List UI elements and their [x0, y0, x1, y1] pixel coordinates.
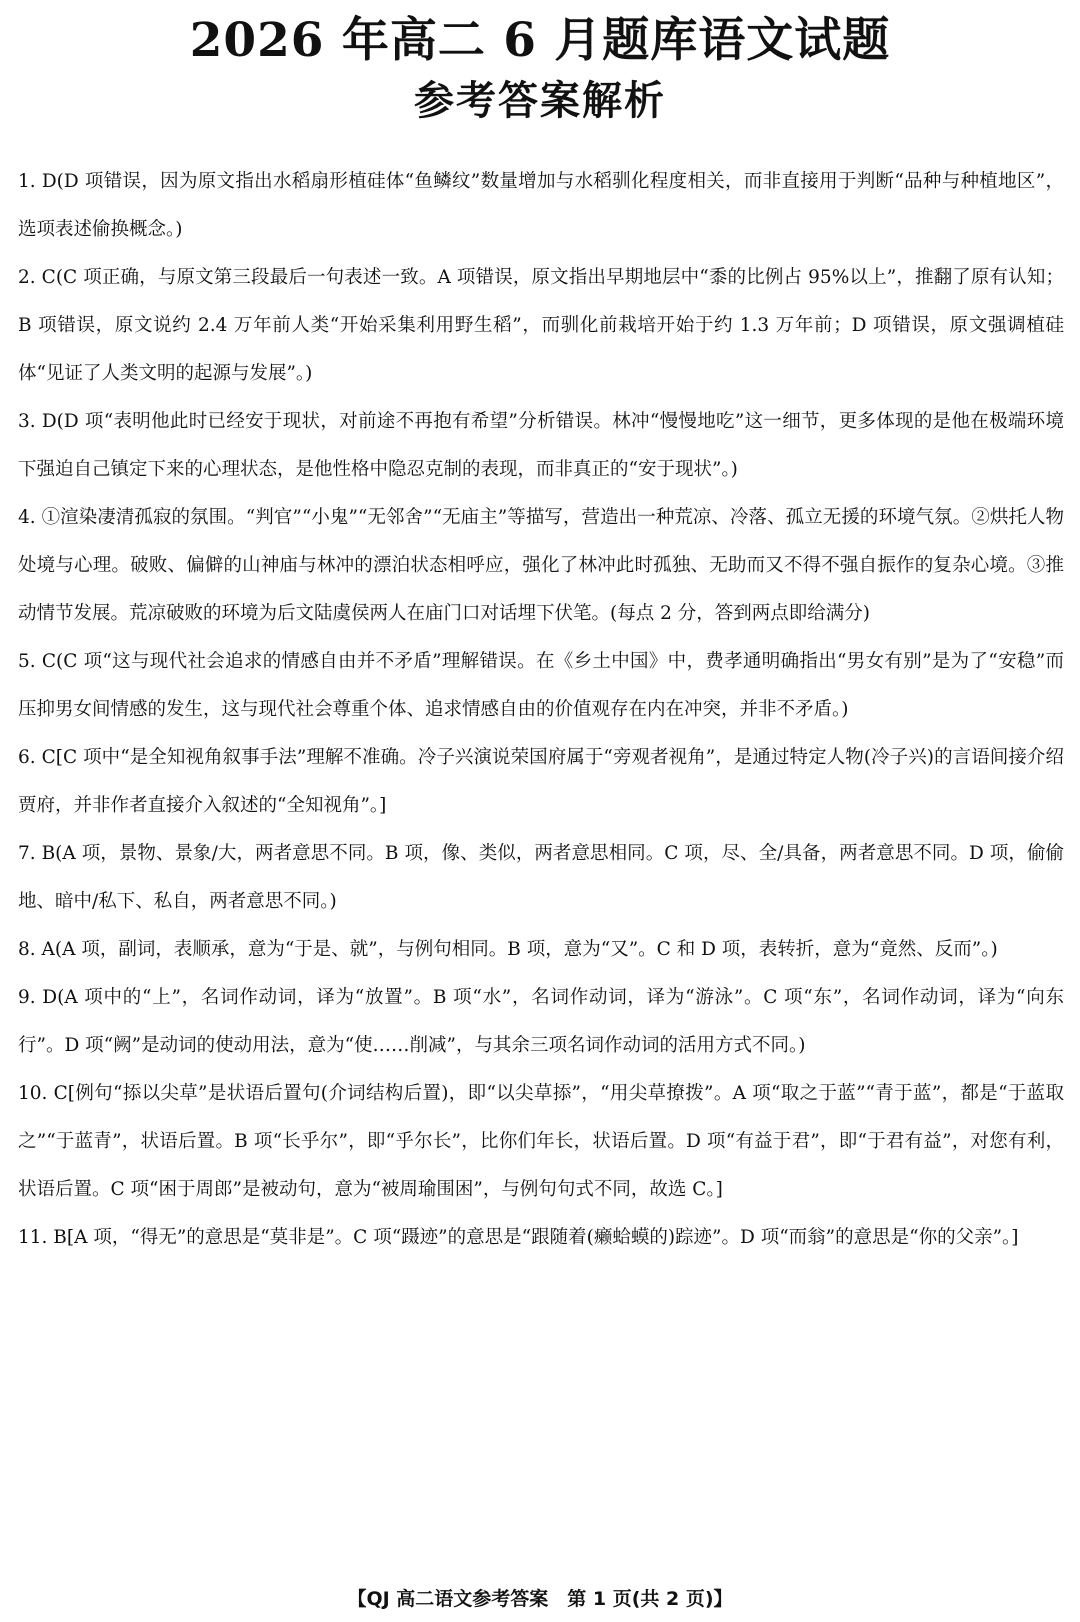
answer-item-11: 11. B[A 项，“得无”的意思是“莫非是”。C 项“蹑迹”的意思是“跟随着(癞蛤蟆的)踪迹”。D 项“而翁”的意思是“你的父亲”。] — [18, 1227, 1019, 1248]
page-subtitle: 参考答案解析 — [414, 78, 666, 124]
answer-item-8: 8. A(A 项，副词，表顺承，意为“于是、就”，与例句相同。B 项，意为“又”。C 和 D 项，表转折，意为“竟然、反而”。) — [18, 939, 998, 960]
page-title: 2026 年高二 6 月题库语文试题 — [189, 13, 891, 68]
answer-item-6: 6. C[C 项中“是全知视角叙事手法”理解不准确。冷子兴演说荣国府属于“旁观者视角”，是通过特定人物(冷子兴)的言语间接介绍贾府，并非作者直接介入叙述的“全知视角”。] — [18, 747, 1064, 816]
answer-list — [18, 158, 1064, 1262]
answer-item-2: 2. C(C 项正确，与原文第三段最后一句表述一致。A 项错误，原文指出早期地层中“黍的比例占 95%以上”，推翻了原有认知；B 项错误，原文说约 2.4 万年前人类“开始采集利用野生稻”，而驯化前栽培开始于约 1.3 万年前；D 项错误，原文强调植硅体“见证了人类文明的起源与发展”。) — [18, 267, 1064, 384]
page-footer: 【QJ 高二语文参考答案 第 1 页(共 2 页)】 — [347, 1588, 733, 1610]
answer-item-5: 5. C(C 项“这与现代社会追求的情感自由并不矛盾”理解错误。在《乡土中国》中，费孝通明确指出“男女有别”是为了“安稳”而压抑男女间情感的发生，这与现代社会尊重个体、追求情感自由的价值观存在内在冲突，并非不矛盾。) — [18, 651, 1064, 720]
answer-item-4: 4. ①渲染凄清孤寂的氛围。“判官”“小鬼”“无邻舍”“无庙主”等描写，营造出一种荒凉、冷落、孤立无援的环境气氛。②烘托人物处境与心理。破败、偏僻的山神庙与林冲的漂泊状态相呼应，强化了林冲此时孤独、无助而又不得不强自振作的复杂心境。③推动情节发展。荒凉破败的环境为后文陆虞侯两人在庙门口对话埋下伏笔。(每点 2 分，答到两点即给满分) — [18, 507, 1064, 624]
answer-item-10: 10. C[例句“掭以尖草”是状语后置句(介词结构后置)，即“以尖草掭”，“用尖草撩拨”。A 项“取之于蓝”“青于蓝”，都是“于蓝取之”“于蓝青”，状语后置。B 项“长乎尔”，即“乎尔长”，比你们年长，状语后置。D 项“有益于君”，即“于君有益”，对您有利，状语后置。C 项“困于周郎”是被动句，意为“被周瑜围困”，与例句句式不同，故选 C。] — [18, 1083, 1064, 1200]
answer-item-7: 7. B(A 项，景物、景象/大，两者意思不同。B 项，像、类似，两者意思相同。C 项，尽、全/具备，两者意思不同。D 项，偷偷地、暗中/私下、私自，两者意思不同。) — [18, 843, 1064, 912]
answer-item-9: 9. D(A 项中的“上”，名词作动词，译为“放置”。B 项“水”，名词作动词，译为“游泳”。C 项“东”，名词作动词，译为“向东行”。D 项“阙”是动词的使动用法，意为“使……削减”，与其余三项名词作动词的活用方式不同。) — [18, 987, 1064, 1056]
answer-item-1: 1. D(D 项错误，因为原文指出水稻扇形植硅体“鱼鳞纹”数量增加与水稻驯化程度相关，而非直接用于判断“品种与种植地区”，选项表述偷换概念。) — [18, 171, 1064, 240]
answer-item-3: 3. D(D 项“表明他此时已经安于现状，对前途不再抱有希望”分析错误。林冲“慢慢地吃”这一细节，更多体现的是他在极端环境下强迫自己镇定下来的心理状态，是他性格中隐忍克制的表现，而非真正的“安于现状”。) — [18, 411, 1064, 480]
